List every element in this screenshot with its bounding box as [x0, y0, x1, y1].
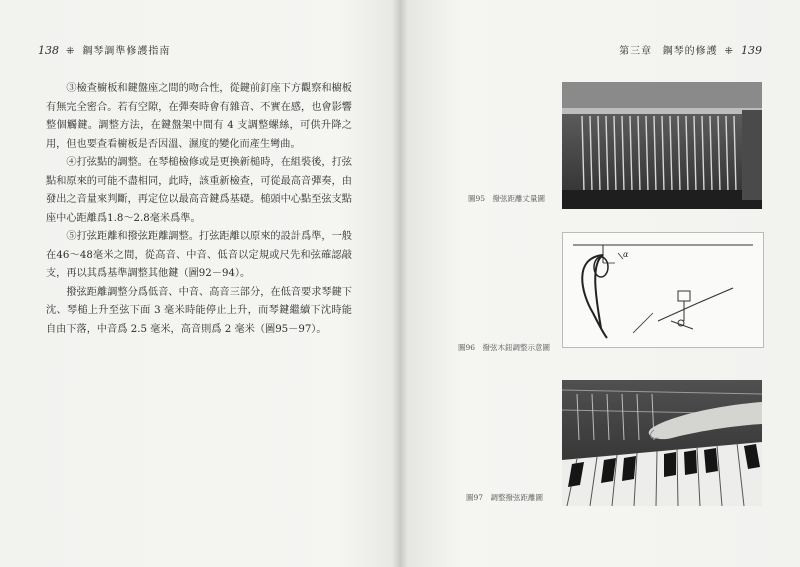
book-gutter-shadow	[392, 0, 408, 567]
paragraph-1: ③檢查櫥板和鍵盤座之間的吻合性，從鍵前釘座下方觀察和櫥板有無完全密合。若有空隙，在彈奏時會有雜音、不實在感，也會影響整個觸鍵。調整方法，在鍵盤架中間有 4 支調整螺絲，可供升降之用，但也要查看櫥板是否因溫、濕度的變化而產生彎曲。	[46, 83, 352, 150]
figure-95-photo	[562, 82, 762, 209]
right-page-number: 139	[741, 44, 762, 57]
left-running-title: 鋼琴調準修護指南	[82, 46, 171, 57]
left-body-text	[46, 80, 352, 339]
left-separator: ⁜	[66, 46, 76, 57]
figure-95-caption: 圖95 撥弦距離丈量圖	[468, 194, 546, 203]
figure-96-diagram	[562, 232, 764, 348]
piano-action-photo	[562, 82, 762, 209]
paragraph-4: 撥弦距離調整分爲低音、中音、高音三部分，在低音要求琴鍵下沈、琴槌上升至弦下面 3 毫米時能停止上升，而琴鍵繼續下沈時能自由下落，中音爲 2.5 毫米，高音則爲 2 毫米（圖95－97）。	[46, 286, 352, 335]
left-page-number: 138	[38, 44, 59, 57]
right-page	[400, 0, 800, 567]
figure-96-caption: 圖96 撥弦木鈕調整示意圖	[458, 343, 551, 352]
left-header	[38, 42, 170, 57]
right-separator: ⁜	[724, 46, 734, 57]
figure-97-photo	[562, 380, 762, 506]
right-header	[619, 42, 762, 57]
chapter-label: 第三章	[619, 46, 653, 57]
right-running-title: 鋼琴的修護	[662, 46, 718, 57]
figure-97-caption: 圖97 調整撥弦距離圖	[466, 493, 544, 502]
paragraph-2: ④打弦點的調整。在琴槌檢修或是更換新槌時，在組裝後，打弦點和原來的可能不盡相同，此時，該重新檢查，可從最高音彈奏，由發出之音量來判斷，再定位以最高音鍵爲基礎。槌頭中心點至弦支點座中心距離爲1.8～2.8毫米爲準。	[46, 157, 352, 224]
keyboard-hand-photo	[562, 380, 762, 506]
hammer-adjustment-diagram	[563, 233, 763, 347]
angle-alpha-label: α	[623, 250, 629, 259]
paragraph-3: ⑤打弦距離和撥弦距離調整。打弦距離以原來的設計爲準，一般在46～48毫米之間，從高音、中音、低音以定規或尺先和弦確認敲支，再以其爲基準調整其他鍵（圖92－94）。	[46, 231, 352, 279]
